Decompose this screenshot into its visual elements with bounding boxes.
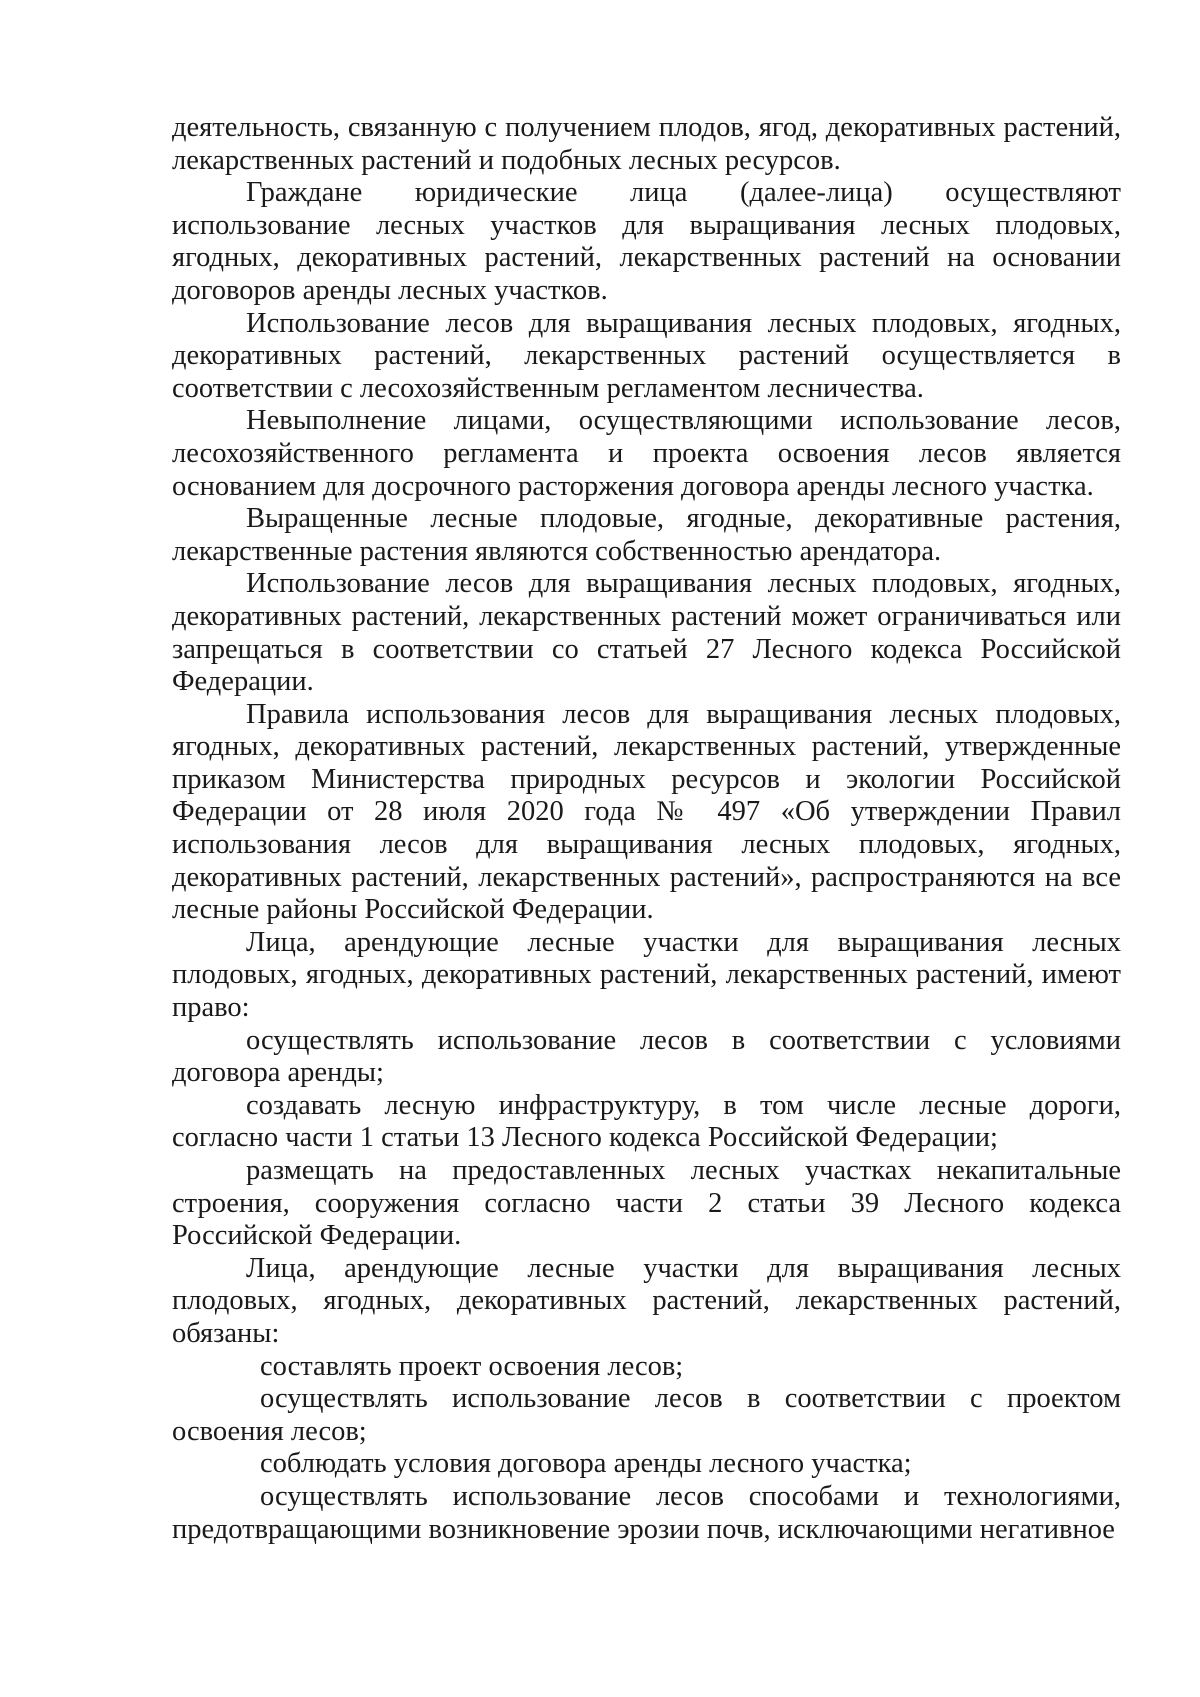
paragraph: Правила использования лесов для выращивания лесных плодовых, ягодных, декоративных растений, лекарственных растений, утвержденные приказом Министерства природных ресурсов и экологии Российской Федерации от 28 июля 2020 года № 497 «Об утверждении Правил использования лесов для выращивания лесных плодовых, ягодных, декоративных растений, лекарственных растений», распространяются на все лесные районы Российской Федерации. (172, 698, 1121, 926)
list-item: осуществлять использование лесов способами и технологиями, предотвращающими возникновение эрозии почв, исключающими негативное (172, 1480, 1121, 1545)
list-item: осуществлять использование лесов в соответствии с проектом освоения лесов; (172, 1383, 1121, 1447)
paragraph: Использование лесов для выращивания лесных плодовых, ягодных, декоративных растений, лекарственных растений может ограничиваться или запрещаться в соответствии со статьей 27 Лесного кодекса Российской Федерации. (172, 568, 1121, 698)
paragraph: деятельность, связанную с получением плодов, ягод, декоративных растений, лекарственных растений и подобных лесных ресурсов. (172, 112, 1121, 176)
paragraph: Лица, арендующие лесные участки для выращивания лесных плодовых, ягодных, декоративных растений, лекарственных растений, обязаны: (172, 1252, 1121, 1349)
list-item: создавать лесную инфраструктуру, в том числе лесные дороги, согласно части 1 статьи 13 Лесного кодекса Российской Федерации; (172, 1089, 1121, 1154)
list-item: составлять проект освоения лесов; (260, 1350, 684, 1382)
document-body (172, 112, 1121, 1546)
list-item: осуществлять использование лесов в соответствии с условиями договора аренды; (172, 1024, 1121, 1089)
paragraph: Использование лесов для выращивания лесных плодовых, ягодных, декоративных растений, лекарственных растений осуществляется в соответствии с лесохозяйственным регламентом лесничества. (172, 307, 1121, 404)
paragraph: Граждане юридические лица (далее-лица) осуществляют использование лесных участков для выращивания лесных плодовых, ягодных, декоративных растений, лекарственных растений на основании договоров аренды лесных участков. (172, 177, 1121, 306)
paragraph: Лица, арендующие лесные участки для выращивания лесных плодовых, ягодных, декоративных растений, лекарственных растений, имеют право: (172, 926, 1121, 1024)
list-item: соблюдать условия договора аренды лесного участка; (260, 1448, 912, 1480)
paragraph: Невыполнение лицами, осуществляющими использование лесов, лесохозяйственного регламента и проекта освоения лесов является основанием для досрочного расторжения договора аренды лесного участка. (172, 405, 1121, 502)
paragraph: Выращенные лесные плодовые, ягодные, декоративные растения, лекарственные растения являются собственностью арендатора. (172, 503, 1121, 567)
list-item: размещать на предоставленных лесных участках некапитальные строения, сооружения согласно части 2 статьи 39 Лесного кодекса Российской Федерации. (172, 1155, 1121, 1252)
